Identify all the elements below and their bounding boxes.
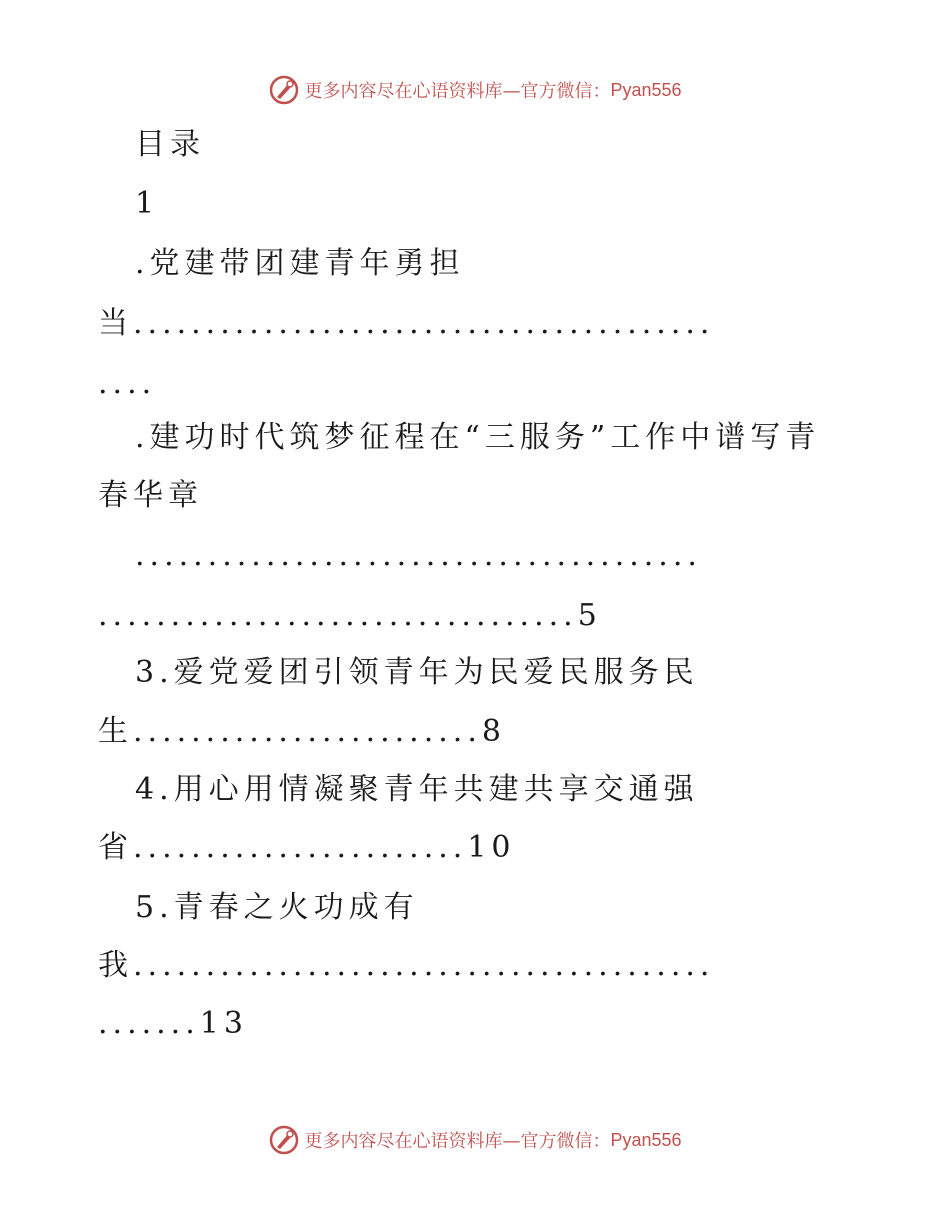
watermark-prefix: 更多内容尽在心语资料库 — [304, 1131, 503, 1152]
toc-line: .................................5 — [98, 598, 602, 633]
toc-line: 当........................................ — [98, 306, 715, 341]
watermark-suffix: —官方微信： — [502, 81, 611, 102]
toc-line: .... — [98, 366, 157, 401]
toc-line: 4.用心用情凝聚青年共建共享交通强 — [135, 772, 699, 807]
toc-line: 5.青春之火功成有 — [135, 890, 419, 925]
toc-line: .建功时代筑梦征程在“三服务”工作中谱写青 — [135, 420, 821, 455]
quill-seal-icon — [268, 74, 300, 106]
toc-title: 目录 — [135, 127, 205, 162]
toc-line: 1 — [135, 186, 160, 221]
quill-seal-icon — [268, 1124, 300, 1156]
toc-line: .党建带团建青年勇担 — [135, 246, 465, 281]
toc-line: .......13 — [98, 1006, 248, 1041]
watermark-handle: Pyan556 — [610, 1129, 682, 1150]
footer-watermark — [0, 1120, 950, 1160]
watermark-prefix: 更多内容尽在心语资料库 — [304, 81, 503, 102]
watermark-handle: Pyan556 — [610, 79, 682, 100]
watermark-suffix: —官方微信： — [502, 1131, 611, 1152]
toc-line: ....................................... — [135, 538, 702, 573]
header-watermark — [0, 70, 950, 110]
toc-line: 3.爱党爱团引领青年为民爱民服务民 — [135, 655, 699, 690]
toc-line: 省.......................10 — [98, 830, 516, 865]
toc-line: 春华章 — [98, 478, 203, 513]
toc-line: 生........................8 — [98, 714, 506, 749]
toc-line: 我........................................ — [98, 948, 715, 983]
